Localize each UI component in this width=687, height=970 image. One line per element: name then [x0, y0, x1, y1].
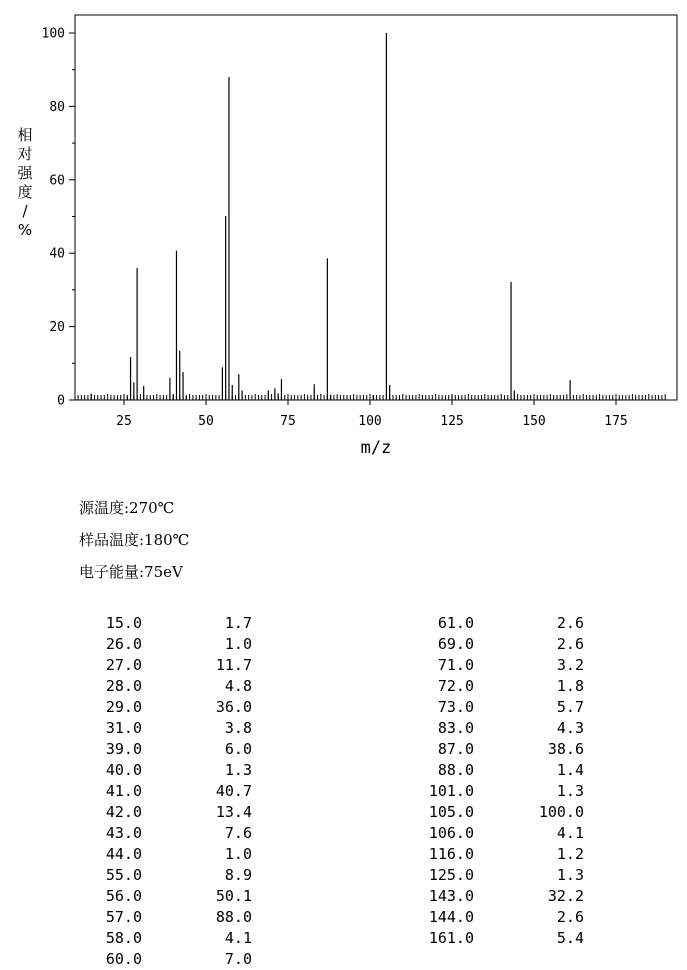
peak-abundance: 7.6 — [224, 824, 252, 842]
peak-row — [414, 697, 584, 718]
peak-abundance: 38.6 — [547, 740, 584, 758]
peak-abundance: 4.1 — [556, 824, 584, 842]
peak-row — [82, 634, 252, 655]
peak-abundance: 32.2 — [547, 887, 584, 905]
peak-abundance: 11.7 — [215, 656, 252, 674]
peak-abundance: 2.6 — [556, 614, 584, 632]
peak-row — [414, 676, 584, 697]
peak-abundance: 50.1 — [215, 887, 252, 905]
x-axis-ticks — [116, 400, 628, 429]
peak-row — [414, 739, 584, 760]
peak-abundance: 4.3 — [556, 719, 584, 737]
peak-row — [82, 781, 252, 802]
peak-row — [82, 760, 252, 781]
peak-abundance: 36.0 — [215, 698, 252, 716]
peak-abundance: 1.2 — [556, 845, 584, 863]
peak-mz: 60.0 — [105, 950, 142, 968]
y-axis-label-char: 对 — [17, 145, 33, 163]
peak-table-right — [414, 613, 584, 949]
peak-abundance: 7.0 — [224, 950, 252, 968]
peak-row — [414, 928, 584, 949]
peak-abundance: 1.3 — [556, 782, 584, 800]
peak-mz: 69.0 — [437, 635, 474, 653]
x-tick-label: 125 — [440, 414, 464, 429]
peak-abundance: 8.9 — [224, 866, 252, 884]
y-tick-label: 0 — [57, 393, 65, 409]
y-axis-label-char: 相 — [17, 126, 33, 144]
peak-row — [82, 865, 252, 886]
peak-mz: 42.0 — [105, 803, 142, 821]
source-temperature: 源温度:270℃ — [79, 499, 175, 517]
peak-row — [82, 718, 252, 739]
peak-row — [414, 781, 584, 802]
peak-abundance: 2.6 — [556, 635, 584, 653]
peak-mz: 87.0 — [437, 740, 474, 758]
peak-row — [82, 844, 252, 865]
y-axis-label-char: 度 — [17, 183, 33, 201]
peak-row — [414, 613, 584, 634]
y-axis-label-char: / — [22, 202, 28, 220]
peak-row — [414, 844, 584, 865]
peak-mz: 116.0 — [428, 845, 474, 863]
peak-mz: 26.0 — [105, 635, 142, 653]
peak-row — [82, 697, 252, 718]
peak-mz: 125.0 — [428, 866, 474, 884]
peak-abundance: 3.2 — [556, 656, 584, 674]
peak-mz: 56.0 — [105, 887, 142, 905]
peak-mz: 143.0 — [428, 887, 474, 905]
peak-mz: 161.0 — [428, 929, 474, 947]
peak-row — [82, 739, 252, 760]
peak-abundance: 1.0 — [224, 635, 252, 653]
peak-row — [414, 886, 584, 907]
peak-row — [82, 949, 252, 970]
peak-row — [414, 865, 584, 886]
peak-row — [82, 676, 252, 697]
peak-abundance: 1.0 — [224, 845, 252, 863]
peak-abundance: 1.8 — [556, 677, 584, 695]
peak-mz: 71.0 — [437, 656, 474, 674]
x-tick-label: 175 — [604, 414, 628, 429]
peak-abundance: 4.1 — [224, 929, 252, 947]
peak-mz: 39.0 — [105, 740, 142, 758]
peak-mz: 101.0 — [428, 782, 474, 800]
peak-abundance: 6.0 — [224, 740, 252, 758]
peak-mz: 55.0 — [105, 866, 142, 884]
peak-mz: 28.0 — [105, 677, 142, 695]
y-tick-label: 20 — [49, 320, 65, 336]
peak-abundance: 1.7 — [224, 614, 252, 632]
peak-mz: 105.0 — [428, 803, 474, 821]
peak-mz: 44.0 — [105, 845, 142, 863]
peak-row — [414, 655, 584, 676]
sample-temperature: 样品温度:180℃ — [79, 531, 190, 549]
peak-row — [82, 802, 252, 823]
peak-mz: 31.0 — [105, 719, 142, 737]
peak-abundance: 1.3 — [224, 761, 252, 779]
peak-mz: 73.0 — [437, 698, 474, 716]
peak-row — [82, 928, 252, 949]
peak-abundance: 1.4 — [556, 761, 584, 779]
peak-abundance: 3.8 — [224, 719, 252, 737]
minor-ticks — [78, 394, 665, 400]
peak-mz: 83.0 — [437, 719, 474, 737]
peak-row — [414, 802, 584, 823]
y-tick-label: 80 — [49, 99, 65, 115]
peak-row — [414, 760, 584, 781]
peak-abundance: 1.3 — [556, 866, 584, 884]
peak-row — [414, 823, 584, 844]
peak-mz: 144.0 — [428, 908, 474, 926]
y-tick-label: 40 — [49, 246, 65, 262]
y-axis-label-char: % — [17, 221, 33, 239]
x-tick-label: 25 — [116, 414, 132, 429]
peak-mz: 15.0 — [105, 614, 142, 632]
peak-table-left — [82, 613, 252, 970]
x-tick-label: 100 — [358, 414, 382, 429]
peak-bars — [91, 33, 570, 400]
peak-abundance: 88.0 — [215, 908, 252, 926]
peak-row — [414, 718, 584, 739]
peak-mz: 58.0 — [105, 929, 142, 947]
peak-abundance: 5.7 — [556, 698, 584, 716]
x-tick-label: 50 — [198, 414, 214, 429]
peak-mz: 40.0 — [105, 761, 142, 779]
peak-mz: 41.0 — [105, 782, 142, 800]
x-tick-label: 150 — [522, 414, 546, 429]
peak-mz: 57.0 — [105, 908, 142, 926]
y-tick-label: 100 — [41, 26, 65, 42]
x-tick-label: 75 — [280, 414, 296, 429]
plot-frame — [75, 15, 677, 400]
peak-row — [82, 886, 252, 907]
peak-mz: 72.0 — [437, 677, 474, 695]
peak-mz: 106.0 — [428, 824, 474, 842]
y-axis-label — [17, 126, 33, 239]
peak-mz: 29.0 — [105, 698, 142, 716]
peak-abundance: 100.0 — [538, 803, 584, 821]
y-tick-label: 60 — [49, 173, 65, 189]
peak-row — [82, 907, 252, 928]
peak-abundance: 13.4 — [215, 803, 252, 821]
peak-abundance: 4.8 — [224, 677, 252, 695]
peak-mz: 88.0 — [437, 761, 474, 779]
peak-row — [82, 613, 252, 634]
mass-spectrum-chart — [0, 0, 687, 470]
y-axis-ticks — [42, 27, 75, 409]
peak-mz: 27.0 — [105, 656, 142, 674]
peak-row — [414, 907, 584, 928]
peak-row — [82, 823, 252, 844]
y-axis-label-char: 强 — [17, 164, 33, 182]
peak-abundance: 5.4 — [556, 929, 584, 947]
electron-energy: 电子能量:75eV — [79, 563, 183, 581]
peak-abundance: 40.7 — [215, 782, 252, 800]
x-axis-label: m/z — [360, 438, 392, 458]
peak-abundance: 2.6 — [556, 908, 584, 926]
peak-row — [82, 655, 252, 676]
peak-row — [414, 634, 584, 655]
peak-mz: 61.0 — [437, 614, 474, 632]
peak-mz: 43.0 — [105, 824, 142, 842]
